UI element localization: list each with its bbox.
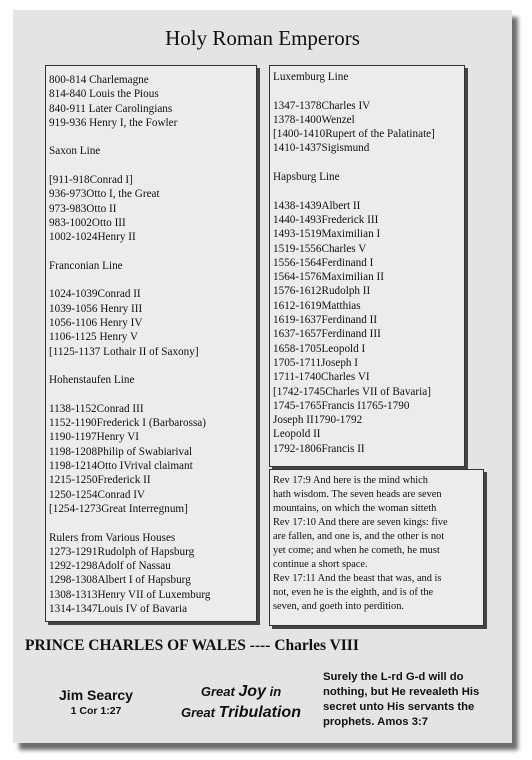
page-title: Holy Roman Emperors — [165, 26, 360, 50]
emperor-entry: 1378-1400Wenzel — [273, 113, 355, 126]
spacer — [49, 273, 256, 287]
emperor-entry: 1152-1190Frederick I (Barbarossa) — [49, 417, 206, 430]
revelation-line: Rev 17:11 And the beast that was, and is — [273, 573, 442, 584]
author-name: Jim Searcy — [59, 687, 133, 703]
emperor-entry: 1002-1024Henry II — [49, 231, 136, 244]
emperor-entry: 814-840 Louis the Pious — [49, 88, 159, 101]
emperor-entry: 1658-1705Leopold I — [273, 342, 366, 355]
emperor-entry: 840-911 Later Carolingians — [49, 102, 173, 115]
revelation-line: Rev 17:10 And there are seven kings: five — [273, 517, 448, 528]
spacer — [49, 516, 256, 530]
emperor-entry: 1215-1250Frederick II — [49, 474, 151, 487]
emperor-entry: 1612-1619Matthias — [273, 299, 361, 312]
emperor-entry: Joseph II1790-1792 — [273, 414, 363, 427]
section-heading: Hohenstaufen Line — [49, 374, 135, 387]
emperor-entry: 983-1002Otto III — [49, 216, 126, 229]
quote-line: prophets. Amos 3:7 — [323, 716, 429, 728]
emperor-entry: 1198-1214Otto IVrival claimant — [49, 460, 193, 473]
spacer — [49, 130, 256, 144]
author-block — [41, 687, 151, 717]
emperors-list-right — [269, 65, 465, 467]
quote-line: Surely the L-rd G-d will do — [323, 671, 464, 683]
emperor-entry: 1024-1039Conrad II — [49, 288, 141, 301]
revelation-passage — [269, 469, 484, 626]
emperor-entry: 1106-1125 Henry V — [49, 331, 139, 344]
joy-slogan — [171, 681, 311, 723]
spacer — [49, 359, 256, 373]
quote-line: secret unto His servants the — [323, 701, 475, 713]
emperor-entry: 1556-1564Ferdinand I — [273, 256, 374, 269]
emperor-entry: 1576-1612Rudolph II — [273, 285, 371, 298]
section-heading: Hapsburg Line — [273, 171, 340, 184]
emperor-entry: 1410-1437Sigismund — [273, 142, 370, 155]
emperor-entry: 1519-1556Charles V — [273, 242, 367, 255]
joy-line-1: Great Joy in — [200, 683, 282, 700]
emperor-entry: [911-918Conrad I] — [49, 174, 133, 187]
emperors-list-left — [45, 65, 257, 622]
revelation-line: continue a short space. — [273, 559, 368, 570]
emperor-entry: 1440-1493Frederick III — [273, 213, 379, 226]
quote-line: nothing, but He revealeth His — [323, 686, 480, 698]
emperor-entry: [1400-1410Rupert of the Palatinate] — [273, 128, 435, 141]
spacer — [49, 245, 256, 259]
emperor-entry: 1056-1106 Henry IV — [49, 317, 143, 330]
joy-word: Joy — [238, 683, 266, 700]
emperor-entry: 1619-1637Ferdinand II — [273, 314, 378, 327]
emperor-entry: 1298-1308Albert I of Hapsburg — [49, 574, 191, 587]
emperor-entry: 1138-1152Conrad III — [49, 402, 144, 415]
emperor-entry: 1198-1208Philip of Swabiarival — [49, 445, 193, 458]
spacer — [49, 388, 256, 402]
author-reference: 1 Cor 1:27 — [70, 705, 122, 717]
section-heading: Luxemburg Line — [273, 71, 349, 83]
joy-line-2: Great Tribulation — [181, 704, 301, 721]
revelation-line: hath wisdom. The seven heads are seven — [273, 489, 442, 500]
emperor-entry: 1493-1519Maximilian I — [273, 228, 381, 241]
emperor-entry: 1308-1313Henry VII of Luxemburg — [49, 588, 211, 601]
revelation-line: Rev 17:9 And here is the mind which — [273, 475, 428, 486]
section-heading: Franconian Line — [49, 259, 123, 272]
emperor-entry: 973-983Otto II — [49, 202, 117, 215]
emperor-entry: [1254-1273Great Interregnum] — [49, 502, 188, 515]
spacer — [49, 159, 256, 173]
emperor-entry: Leopold II — [273, 428, 321, 441]
section-heading: Rulers from Various Houses — [49, 531, 176, 544]
emperor-entry: 1347-1378Charles IV — [273, 99, 371, 112]
section-heading: Saxon Line — [49, 145, 101, 158]
emperor-entry: 1292-1298Adolf of Nassau — [49, 560, 171, 573]
emperor-entry: 1705-1711Joseph I — [273, 356, 359, 369]
emperor-entry: 1273-1291Rudolph of Hapsburg — [49, 545, 195, 558]
emperor-entry: [1742-1745Charles VII of Bavaria] — [273, 385, 431, 398]
prince-line: PRINCE CHARLES OF WALES ---- Charles VIII — [25, 637, 359, 654]
tribulation-word: Tribulation — [218, 704, 301, 721]
emperor-entry: 919-936 Henry I, the Fowler — [49, 116, 178, 129]
emperor-entry: 1792-1806Francis II — [273, 442, 365, 455]
emperor-entry: 936-973Otto I, the Great — [49, 188, 160, 201]
emperor-entry: [1125-1137 Lothair II of Saxony] — [49, 345, 199, 358]
amos-quote — [323, 670, 503, 730]
emperor-entry: 1745-1765Francis I1765-1790 — [273, 399, 410, 412]
spacer — [273, 84, 464, 98]
emperor-entry: 1314-1347Louis IV of Bavaria — [49, 602, 188, 615]
emperor-entry: 1190-1197Henry VI — [49, 431, 140, 444]
spacer — [273, 184, 464, 198]
revelation-line: yet come; and when he cometh, he must — [273, 545, 440, 556]
revelation-line: are fallen, and one is, and the other is not — [273, 531, 445, 542]
spacer — [273, 156, 464, 170]
revelation-line: mountains, on which the woman sitteth — [273, 503, 437, 514]
poster-page — [13, 10, 512, 743]
revelation-line: seven, and goeth into perdition. — [273, 601, 405, 612]
emperor-entry: 1039-1056 Henry III — [49, 302, 143, 315]
emperor-entry: 1250-1254Conrad IV — [49, 488, 146, 501]
emperor-entry: 1637-1657Ferdinand III — [273, 328, 381, 341]
emperor-entry: 1438-1439Albert II — [273, 199, 361, 212]
emperor-entry: 1711-1740Charles VI — [273, 371, 370, 384]
emperor-entry: 800-814 Charlemagne — [49, 74, 149, 86]
revelation-line: not, even he is the eighth, and is of the — [273, 587, 434, 598]
emperor-entry: 1564-1576Maximilian II — [273, 271, 384, 284]
